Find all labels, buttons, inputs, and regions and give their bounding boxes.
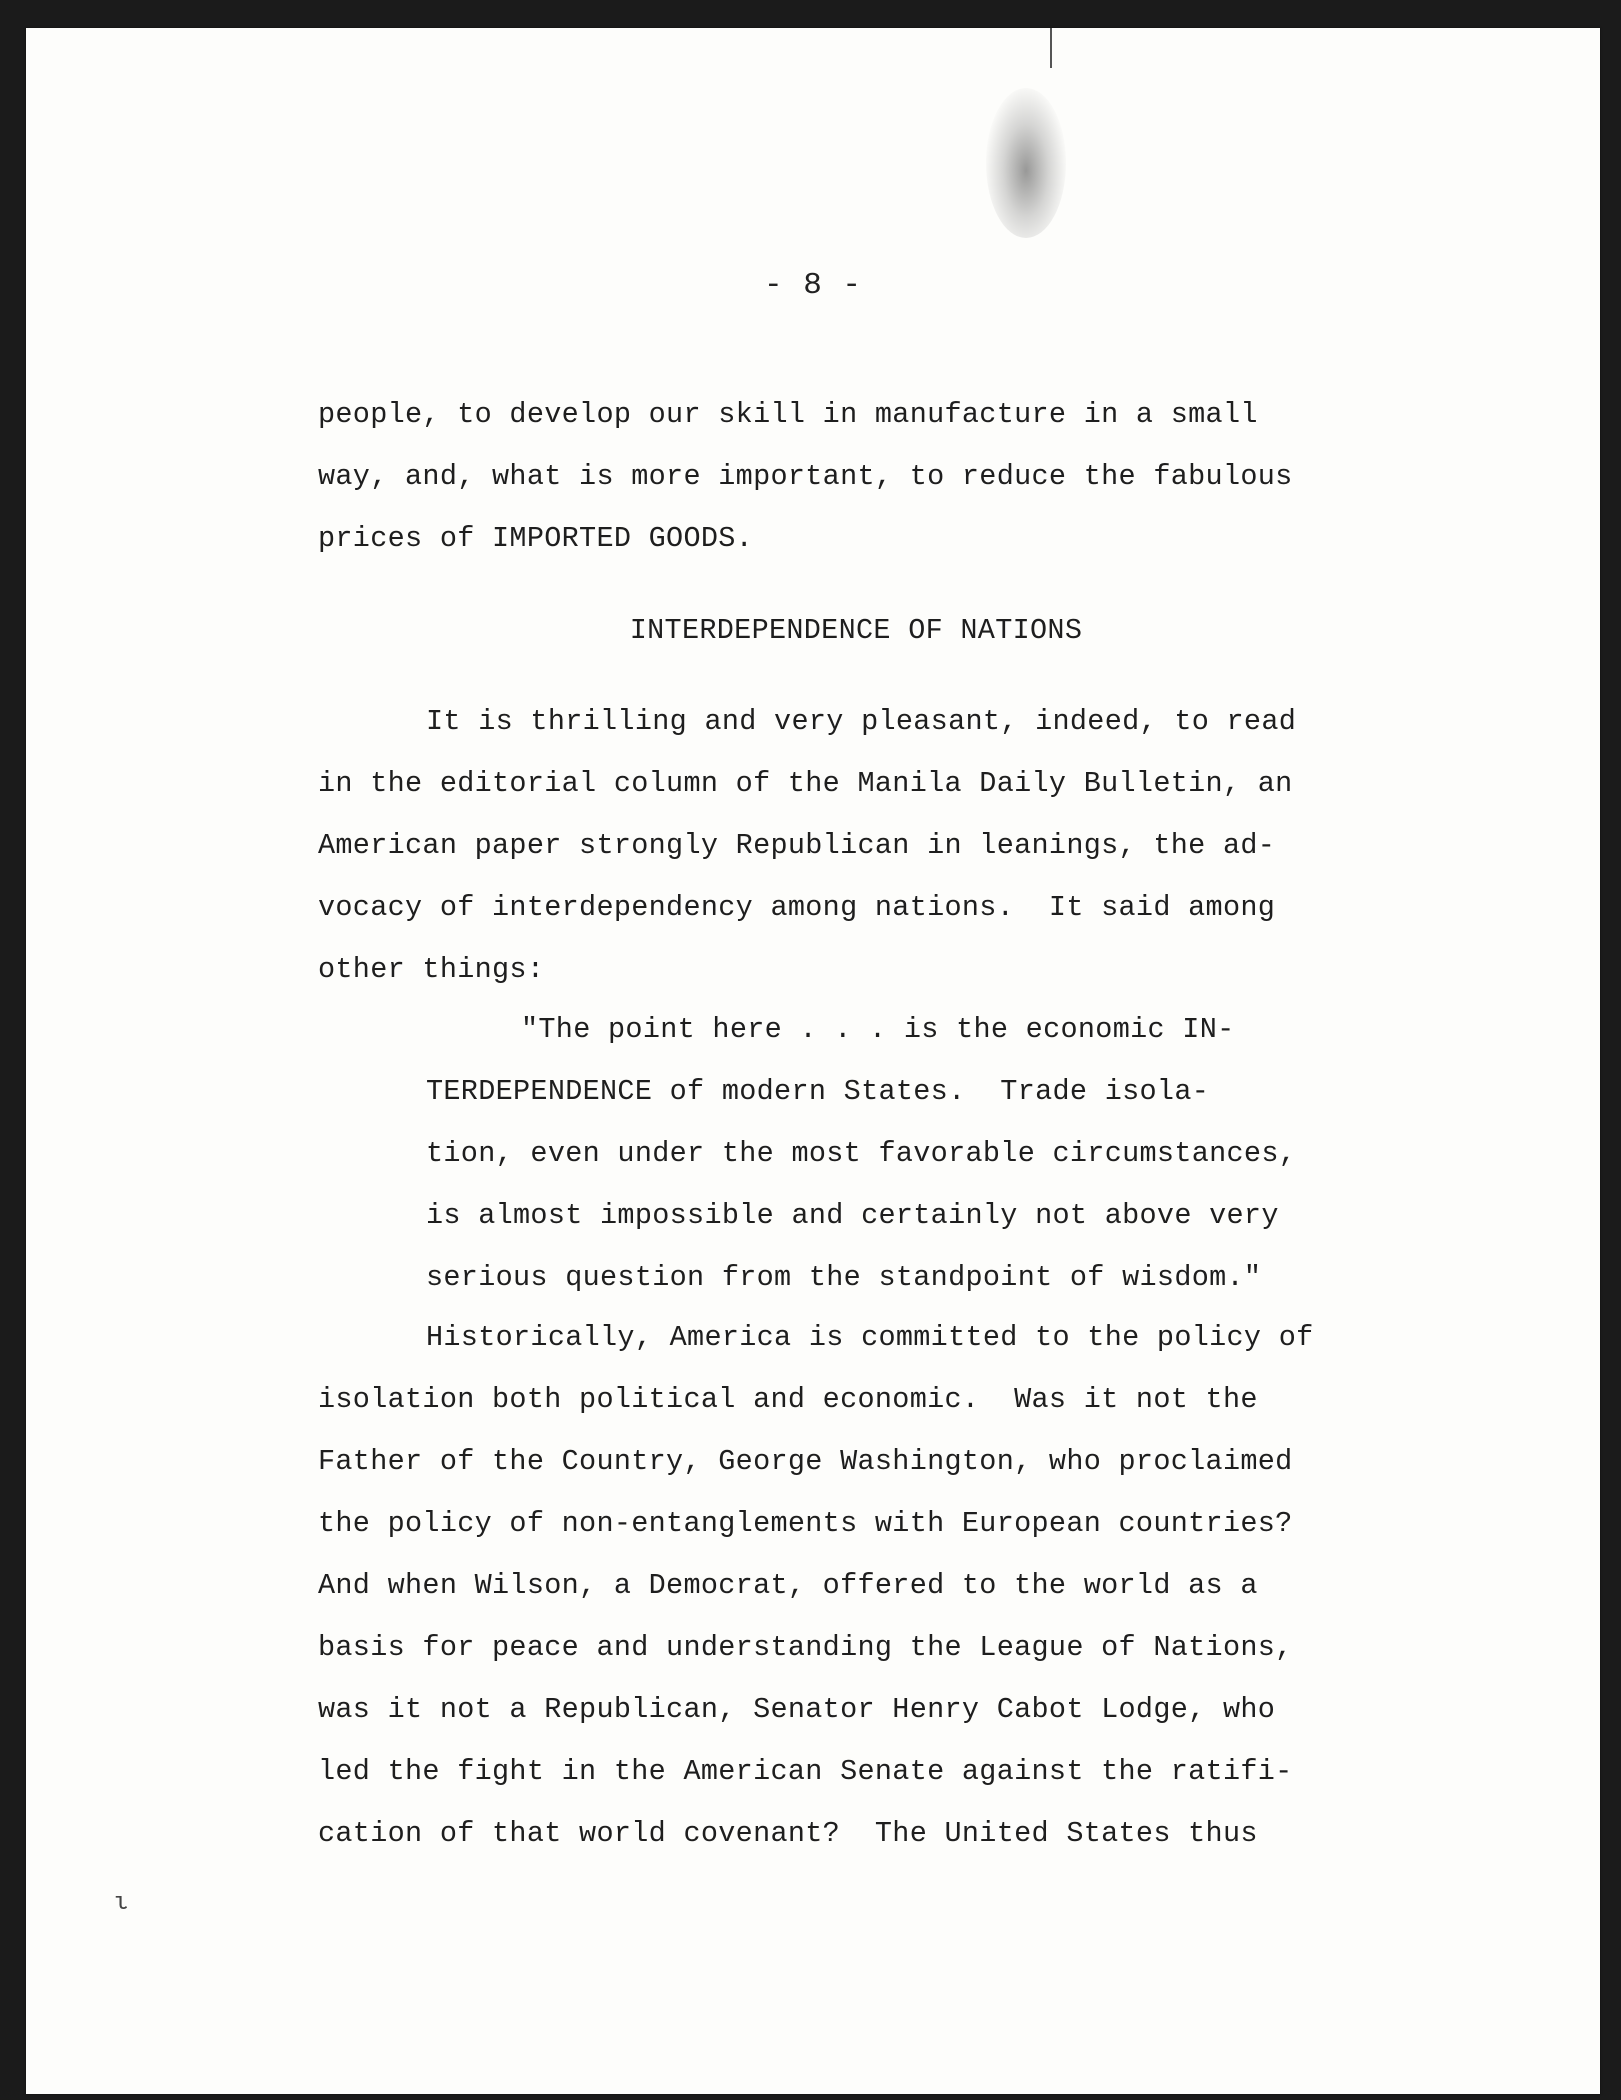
quote-line-4: is almost impossible and certainly not above very xyxy=(426,1199,1279,1232)
paragraph-3-line-2: isolation both political and economic. Was it not the xyxy=(318,1383,1258,1416)
section-heading: INTERDEPENDENCE OF NATIONS xyxy=(629,614,1083,647)
paragraph-3-line-6: basis for peace and understanding the League of Nations, xyxy=(318,1631,1293,1664)
margin-pencil-mark: ι xyxy=(114,1890,129,1917)
quote-line-1: "The point here . . . is the economic IN- xyxy=(521,1013,1235,1046)
paragraph-1-line-2: way, and, what is more important, to reduce the fabulous xyxy=(318,460,1293,493)
paragraph-3-line-7: was it not a Republican, Senator Henry Cabot Lodge, who xyxy=(318,1693,1276,1726)
paragraph-1-line-1: people, to develop our skill in manufacture in a small xyxy=(318,398,1258,431)
paragraph-2-line-1: It is thrilling and very pleasant, indeed, to read xyxy=(426,705,1297,738)
paragraph-2-line-2: in the editorial column of the Manila Daily Bulletin, an xyxy=(318,767,1293,800)
paragraph-3-line-5: And when Wilson, a Democrat, offered to the world as a xyxy=(318,1569,1258,1602)
document-page xyxy=(26,28,1600,2094)
paragraph-2-line-4: vocacy of interdependency among nations. It said among xyxy=(318,891,1276,924)
paragraph-3-line-3: Father of the Country, George Washington, who proclaimed xyxy=(318,1445,1293,1478)
page-number: - 8 - xyxy=(763,268,862,303)
paragraph-2-line-3: American paper strongly Republican in leanings, the ad- xyxy=(318,829,1276,862)
paragraph-1-line-3: prices of IMPORTED GOODS. xyxy=(318,522,754,555)
scan-artifact-mark xyxy=(1050,28,1052,68)
paragraph-2-line-5: other things: xyxy=(318,953,545,986)
quote-line-3: tion, even under the most favorable circumstances, xyxy=(426,1137,1297,1170)
paragraph-3-line-1: Historically, America is committed to the policy of xyxy=(426,1321,1314,1354)
quote-line-5: serious question from the standpoint of wisdom." xyxy=(426,1261,1262,1294)
paragraph-3-line-8: led the fight in the American Senate against the ratifi- xyxy=(318,1755,1293,1788)
quote-line-2: TERDEPENDENCE of modern States. Trade isola- xyxy=(426,1075,1210,1108)
paragraph-3-line-9: cation of that world covenant? The United States thus xyxy=(318,1817,1258,1850)
paragraph-3-line-4: the policy of non-entanglements with European countries? xyxy=(318,1507,1293,1540)
ink-smudge xyxy=(986,88,1066,238)
